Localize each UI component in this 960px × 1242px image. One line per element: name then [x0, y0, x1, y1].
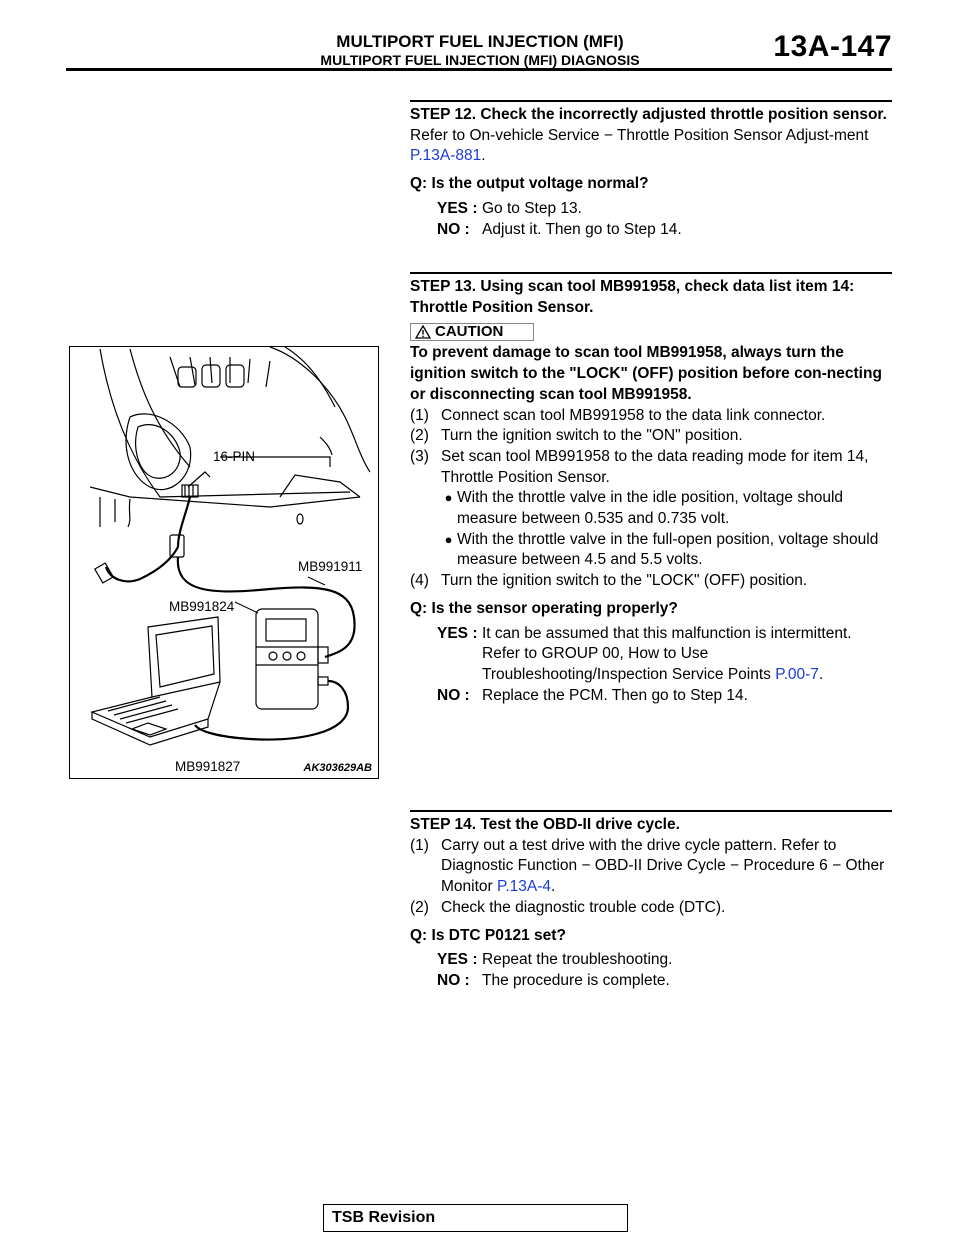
figure-code: AK303629AB: [303, 762, 372, 774]
step14-item-2: (2) Check the diagnostic trouble code (DTC).: [410, 898, 726, 916]
page-number: 13A-147: [773, 30, 892, 63]
tsb-revision-box: TSB Revision: [323, 1204, 628, 1232]
step13-bullet-1: ● With the throttle valve in the idle position, voltage should measure between 0.535 and 0.735 volt.: [444, 489, 844, 528]
step12-no: NO : Adjust it. Then go to Step 14.: [437, 220, 682, 238]
step13-block: [410, 277, 892, 706]
chapter-title: MULTIPORT FUEL INJECTION (MFI): [336, 32, 624, 51]
caution-text: To prevent damage to scan tool MB991958, always turn the ignition switch to the "LOCK" (OFF) position before con-necting or disconnecting scan tool MB991958.: [410, 344, 882, 403]
step14-yes: YES : Repeat the troubleshooting.: [437, 951, 673, 969]
step14-rule: [410, 810, 892, 812]
label-16-pin: 16-PIN: [213, 449, 256, 464]
step14-ref-link[interactable]: P.13A-4: [497, 878, 552, 896]
section-subtitle: MULTIPORT FUEL INJECTION (MFI) DIAGNOSIS: [320, 52, 640, 68]
step14-question: Q: Is DTC P0121 set?: [410, 926, 566, 944]
step14-block: [410, 815, 892, 992]
step13-item-1: (1) Connect scan tool MB991958 to the data link connector.: [410, 406, 826, 424]
caution-box: [410, 323, 534, 341]
step12-reference: Refer to On-vehicle Service − Throttle Position Sensor Adjust-ment P.13A-881.: [410, 126, 869, 165]
step13-bullet-2: ● With the throttle valve in the full-open position, voltage should measure between 4.5 and 5.5 volts.: [444, 530, 879, 569]
label-mb991824: MB991824: [169, 599, 235, 614]
step13-question: Q: Is the sensor operating properly?: [410, 599, 678, 617]
step13-yes-link[interactable]: P.00-7: [775, 665, 819, 683]
header-rule: [66, 68, 892, 71]
step13-rule: [410, 272, 892, 274]
step12-question: Q: Is the output voltage normal?: [410, 175, 649, 193]
caution-label: CAUTION: [435, 323, 504, 341]
step13-item-4: (4) Turn the ignition switch to the "LOCK" (OFF) position.: [410, 572, 808, 590]
step14-item-1: (1) Carry out a test drive with the drive cycle pattern. Refer to Diagnostic Function − OBD-II Drive Cycle − Procedure 6 − Other Monitor P.13A-4.: [410, 836, 885, 896]
label-mb991827: MB991827: [175, 759, 241, 774]
step12-rule: [410, 100, 892, 102]
warning-icon: [415, 325, 431, 339]
step13-no: NO : Replace the PCM. Then go to Step 14.: [437, 686, 748, 704]
step12-heading: STEP 12. Check the incorrectly adjusted throttle position sensor.: [410, 106, 887, 123]
step12-ref-link[interactable]: P.13A-881: [410, 147, 482, 165]
step13-heading: STEP 13. Using scan tool MB991958, check data list item 14: Throttle Position Sensor.: [410, 278, 855, 316]
scan-tool-connection-figure: [69, 346, 379, 779]
step13-item-3: (3) Set scan tool MB991958 to the data reading mode for item 14, Throttle Position Sensor.: [410, 447, 869, 486]
step12-yes: YES : Go to Step 13.: [437, 199, 582, 217]
step13-item-2: (2) Turn the ignition switch to the "ON" position.: [410, 427, 743, 445]
step14-no: NO : The procedure is complete.: [437, 971, 670, 989]
step13-yes: YES : It can be assumed that this malfunction is intermittent. Refer to GROUP 00, How to Use Troubleshooting/Inspection Service Points P.00-7.: [437, 624, 852, 683]
step12-block: [410, 105, 892, 240]
step14-heading: STEP 14. Test the OBD-II drive cycle.: [410, 816, 680, 833]
label-mb991911: MB991911: [298, 559, 363, 574]
